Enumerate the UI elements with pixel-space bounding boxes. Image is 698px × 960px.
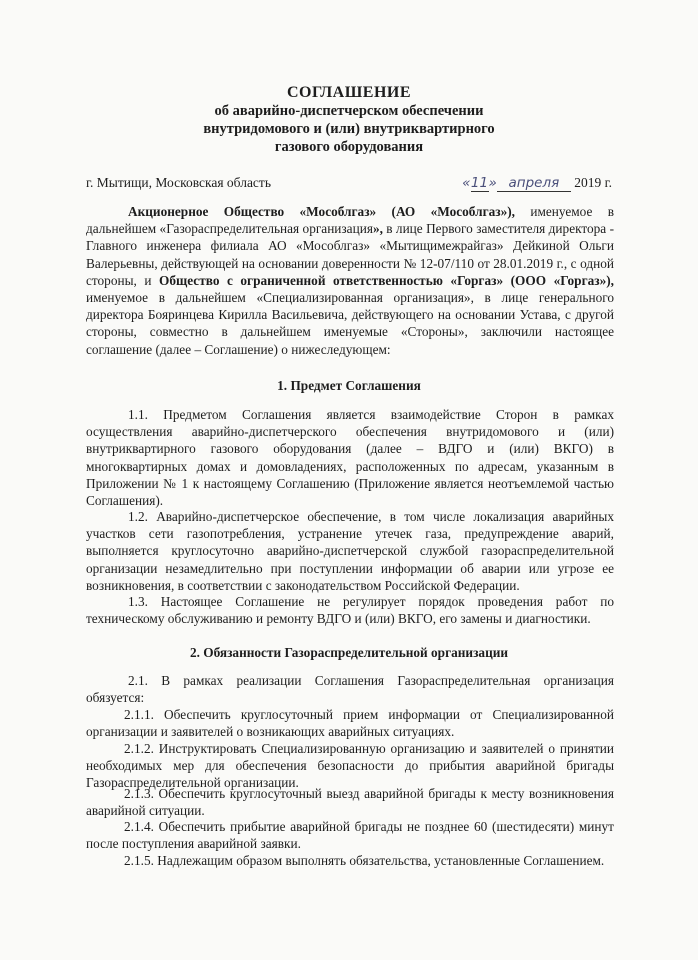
section-1-heading: 1. Предмет Соглашения [277, 378, 421, 393]
date-open-quote: « [462, 175, 471, 191]
party1-name: Акционерное Общество «Мособлгаз» (АО «Мособлгаз»), [128, 204, 515, 219]
preamble-paragraph [86, 203, 614, 358]
section-2-heading: 2. Обязанности Газораспределительной организации [189, 645, 509, 660]
preamble-text-3: именуемое в дальнейшем «Специализированная организация», в лице генерального директора Бояринцева Кирилла Васильевича, действующего на основании Устава, с другой стороны, совместно в дальнейшем именуемые «Стороны», заключили настоящее соглашение (далее – Соглашение) о нижеследующем: [86, 290, 614, 357]
date-day: 11 [470, 175, 489, 191]
document-title: СОГЛАШЕНИЕ [286, 84, 412, 101]
clause-1-1: 1.1. Предметом Соглашения является взаимодействие Сторон в рамках осуществления аварийно-диспетчерского обеспечения внутридомового и (или) внутриквартирного газового оборудования (далее – ВДГО и (или) ВКГО) в многоквартирных домах и домовладениях, расположенных по адресам, указанным в Приложении № 1 к настоящему Соглашению (Приложение является неотъемлемой частью Соглашения). [86, 407, 614, 509]
preamble-text-1: именуемое в дальнейшем «Газораспределительная организация [86, 204, 614, 237]
clause-2-1: 2.1. В рамках реализации Соглашения Газораспределительная организация обязуется: [86, 673, 614, 706]
clause-2-1-4: 2.1.4. Обеспечить прибытие аварийной бригады не позднее 60 (шестидесяти) минут после поступления аварийной заявки. [86, 819, 614, 852]
clause-2-1-3: 2.1.3. Обеспечить круглосуточный выезд аварийной бригады к месту возникновения аварийной ситуации. [86, 786, 614, 819]
clause-1-3: 1.3. Настоящее Соглашение не регулирует порядок проведения работ по техническому обслуживанию и ремонту ВДГО и (или) ВКГО, его замены и диагностики. [86, 594, 614, 627]
clause-2-1-2: 2.1.2. Инструктировать Специализированную организацию и заявителей о принятии необходимых мер для обеспечения безопасности до прибытия аварийной бригады Газораспределительной организации. [86, 741, 614, 791]
clause-2-1-1: 2.1.1. Обеспечить круглосуточный прием информации от Специализированной организации и заявителей о возникающих аварийных ситуациях. [86, 707, 614, 740]
document-subtitle-line-2: внутридомового и (или) внутриквартирного [203, 121, 495, 137]
clause-1-2: 1.2. Аварийно-диспетчерское обеспечение, в том числе локализация аварийных участков сети газопотребления, устранение утечек газа, предупреждение аварий, выполняется круглосуточно аварийно-диспетчерской службой газораспределительной организации незамедлительно при поступлении информации об аварии или угрозе ее возникновения, в соответствии с законодательством Российской Федерации. [86, 509, 614, 593]
city: г. Мытищи, Московская область [86, 175, 271, 190]
preamble-text-2: в лице Первого заместителя директора - Главного инженера филиала АО «Мособлгаз» «Мытищимежрайгаз» Дейкиной Ольги Валерьевны, действующей на основании доверенности № 12-07/110 от 28.01.2019 г., с одной стороны, и [86, 221, 615, 288]
clause-2-1-5: 2.1.5. Надлежащим образом выполнять обязательства, установленные Соглашением. [124, 853, 605, 868]
document-subtitle-line-3: газового оборудования [274, 139, 424, 155]
agreement-date [462, 175, 612, 192]
preamble-bold-comma: », [372, 221, 383, 237]
document-subtitle-line-1: об аварийно-диспетчерском обеспечении [214, 103, 484, 119]
date-month: апреля [497, 175, 571, 192]
date-year: 2019 г. [574, 175, 612, 190]
party2-name: Общество с ограниченной ответственностью «Горгаз» (ООО «Горгаз»), [159, 272, 614, 288]
date-close-quote: » [488, 175, 497, 191]
